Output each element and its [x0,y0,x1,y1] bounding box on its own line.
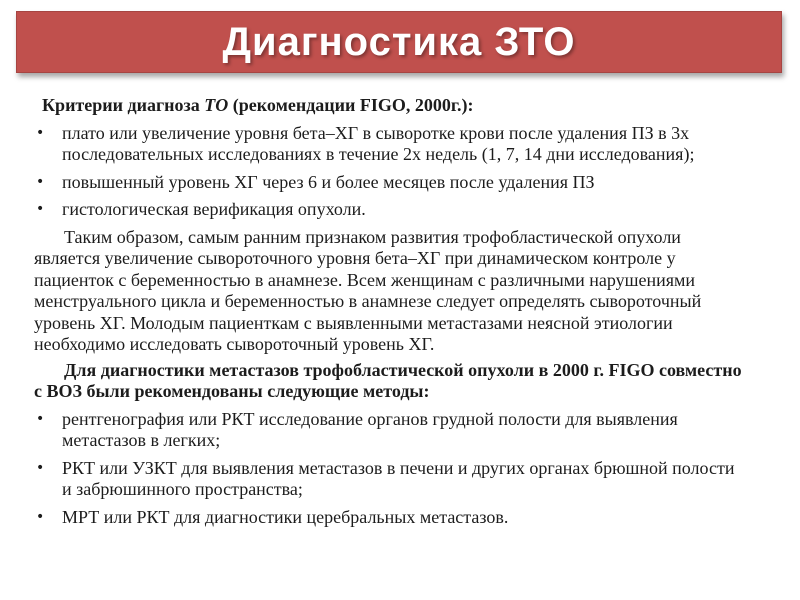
criteria-item: • повышенный уровень ХГ через 6 и более месяцев после удаления ПЗ [34,172,748,194]
criteria-heading-prefix: Критерии диагноза [42,95,205,115]
criteria-item: • плато или увеличение уровня бета–ХГ в сыворотке крови после удаления ПЗ в 3х последовательных исследованиях в течение 2х недель (1, 7, 14 дни исследования); [34,123,748,166]
criteria-heading-term: ТО [204,95,229,115]
methods-item: • РКТ или УЗКТ для выявления метастазов в печени и других органах брюшной полости и забрюшинного пространства; [34,458,748,501]
criteria-list [34,123,748,221]
criteria-item: • гистологическая верификация опухоли. [34,199,748,221]
methods-item: • МРТ или РКТ для диагностики церебральных метастазов. [34,507,748,529]
criteria-heading-suffix: (рекомендации FIGO, 2000г.): [228,95,474,115]
methods-heading: Для диагностики метастазов трофобластической опухоли в 2000 г. FIGO совместно с ВОЗ были рекомендованы следующие методы: [34,359,742,401]
body-paragraph: Таким образом, самым ранним признаком развития трофобластической опухоли является увеличение сывороточного уровня бета–ХГ при динамическом контроле у пациенток с беременностью в анамнезе. Всем женщинам с различными нарушениями менструального цикла и беременностью в анамнезе следует определять сывороточный уровень ХГ. Молодым пациенткам с выявленными метастазами неясной этиологии необходимо исследовать сывороточный уровень ХГ. [34,226,702,354]
slide-content [34,95,748,534]
methods-list [34,409,748,529]
slide-title: Диагностика ЗТО [222,19,576,64]
methods-item: • рентгенография или РКТ исследование органов грудной полости для выявления метастазов в легких; [34,409,748,452]
criteria-heading [42,95,748,117]
title-bar [16,11,782,73]
